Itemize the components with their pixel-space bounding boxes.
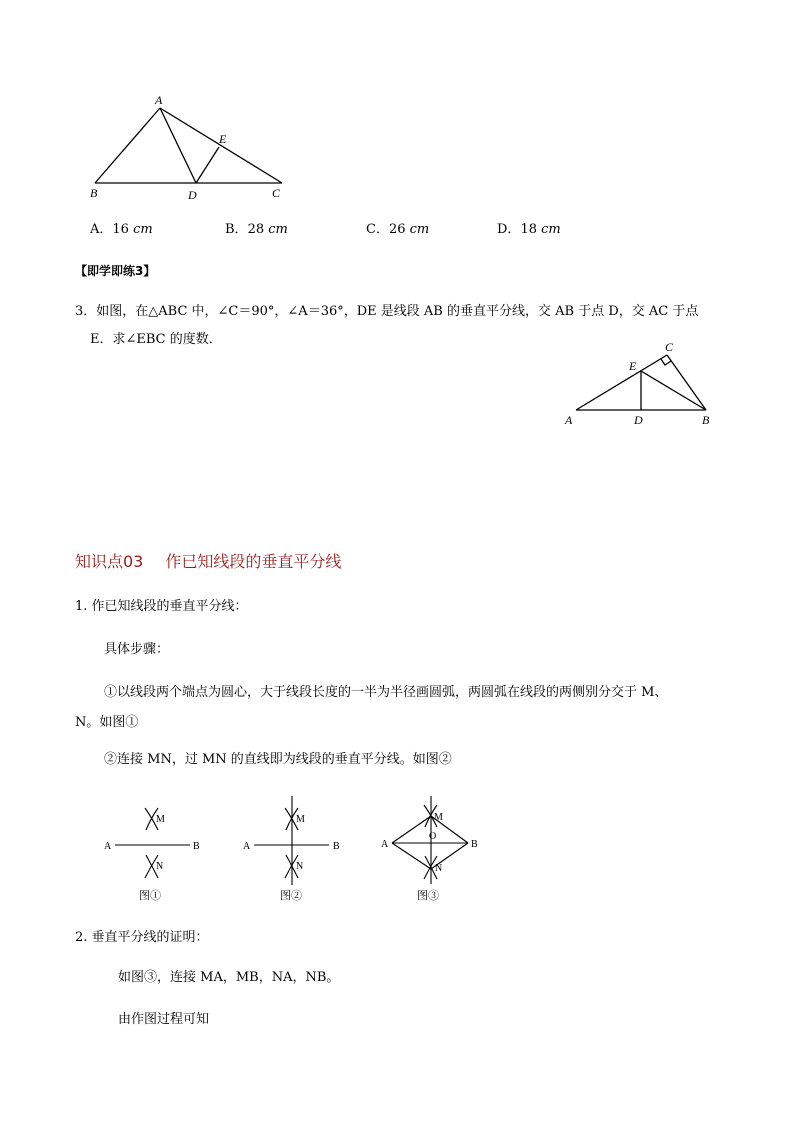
step-1-line-2: N。如图①: [75, 715, 139, 730]
option-value: 26: [388, 222, 406, 237]
label-b: B: [193, 841, 200, 852]
right-angle-mark: [661, 359, 671, 365]
step-1-line-1: ①以线段两个端点为圆心，大于线段长度的一半为半径画圆弧，两圆弧在线段的两侧别分交于 M、: [104, 685, 668, 700]
label-e: E: [219, 132, 227, 146]
arc-lower: [146, 855, 158, 878]
construction-figure-3: [392, 796, 468, 884]
item-2-title: 2. 垂直平分线的证明：: [75, 930, 209, 945]
label-n: N: [296, 861, 304, 872]
option-a: [90, 221, 153, 239]
arc-lower: [285, 855, 298, 878]
practice-tag: 【即学即练3】: [75, 264, 156, 278]
segment-cb: [667, 355, 706, 410]
label-m: M: [296, 814, 305, 825]
option-unit: cm: [409, 222, 430, 237]
label-d: D: [634, 413, 643, 427]
option-letter: A．: [90, 222, 113, 237]
segment-ac: [160, 108, 282, 183]
label-m: M: [156, 814, 165, 825]
problem-3-line-1: 3．如图，在△ABC 中，∠C＝90°，∠A＝36°，DE 是线段 AB 的垂直平分线，交 AB 于点 D，交 AC 于点: [75, 304, 699, 319]
label-m: M: [434, 812, 443, 823]
arc-upper: [145, 808, 158, 830]
label-b: B: [702, 413, 710, 427]
caption-figure-1: 图①: [139, 890, 161, 902]
construction-figure-1: [115, 808, 190, 878]
option-c: [366, 221, 429, 239]
option-letter: D．: [497, 222, 521, 237]
segment-am: [392, 816, 431, 843]
arc-lower: [145, 855, 158, 878]
label-b: B: [333, 841, 340, 852]
option-value: 16: [112, 222, 129, 237]
step-2: ②连接 MN，过 MN 的直线即为线段的垂直平分线。如图②: [104, 752, 452, 767]
section-title: 作已知线段的垂直平分线: [165, 552, 342, 571]
label-b: B: [471, 839, 478, 850]
problem-3-line-2: E．求∠EBC 的度数．: [90, 332, 222, 347]
label-a: A: [104, 841, 112, 852]
label-a: A: [565, 413, 573, 427]
arc-upper: [424, 805, 437, 827]
construction-figure-2: [254, 796, 329, 885]
label-c: C: [665, 340, 674, 354]
segment-de: [196, 147, 219, 183]
caption-figure-2: 图②: [280, 890, 302, 902]
section-heading: [75, 549, 341, 572]
caption-figure-3: 图③: [417, 890, 439, 902]
arc-upper: [285, 808, 298, 830]
segment-an: [392, 843, 431, 869]
item-1-title: 1. 作已知线段的垂直平分线：: [75, 599, 248, 614]
label-d: D: [188, 188, 197, 202]
label-o: O: [429, 831, 437, 842]
segment-ab: [95, 108, 160, 183]
label-b: B: [90, 186, 98, 200]
arc-upper: [286, 808, 298, 830]
segment-ac: [576, 355, 667, 410]
option-d: [497, 221, 561, 239]
item-2-line-2: 由作图过程可知: [118, 1012, 210, 1027]
label-a: A: [243, 841, 251, 852]
label-c: C: [272, 186, 281, 200]
segment-nb: [431, 843, 468, 869]
segment-mb: [431, 816, 468, 843]
arc-lower: [424, 856, 437, 879]
label-a: A: [155, 93, 163, 107]
option-b: [225, 221, 288, 239]
arc-lower: [425, 856, 437, 879]
segment-eb: [641, 371, 706, 410]
label-n: N: [156, 861, 164, 872]
option-value: 18: [520, 222, 537, 237]
label-e: E: [629, 359, 637, 373]
option-letter: C．: [366, 222, 389, 237]
segment-ad: [160, 108, 196, 183]
option-unit: cm: [268, 222, 288, 237]
item-2-line-1: 如图③，连接 MA，MB，NA，NB。: [118, 970, 340, 985]
option-unit: cm: [541, 222, 561, 237]
arc-upper: [425, 805, 437, 827]
arc-lower: [286, 855, 298, 878]
steps-label: 具体步骤：: [104, 642, 170, 657]
section-number: 知识点03: [75, 552, 144, 571]
arc-upper: [146, 808, 158, 830]
label-a: A: [381, 839, 389, 850]
option-unit: cm: [133, 222, 153, 237]
option-value: 28: [247, 222, 265, 237]
option-letter: B．: [225, 222, 248, 237]
label-n: N: [435, 863, 443, 874]
